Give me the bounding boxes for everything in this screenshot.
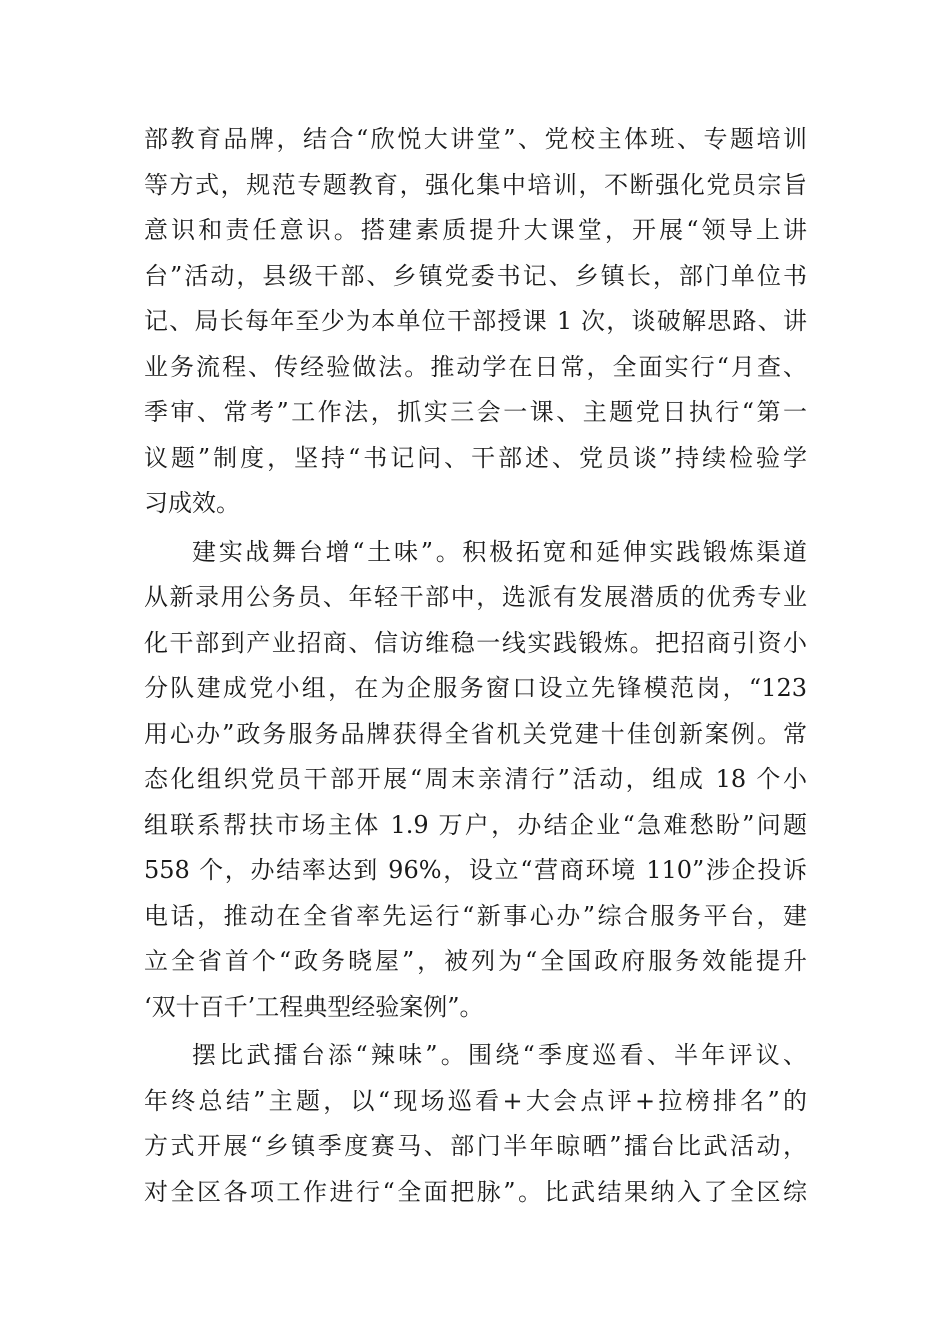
text-line: 记、局长每年至少为本单位干部授课 1 次，谈破解思路、讲: [144, 307, 807, 335]
text-line: 业务流程、传经验做法。推动学在日常，全面实行“月查、: [144, 352, 807, 381]
text-line: 立全省首个“政务晓屋”，被列为“全国政府服务效能提升: [144, 947, 807, 975]
text-line: 用心办”政务服务品牌获得全省机关党建十佳创新案例。常: [144, 719, 807, 748]
text-line: 对全区各项工作进行“全面把脉”。比武结果纳入了全区综: [144, 1177, 807, 1206]
document-body: [144, 117, 807, 1215]
text-line: 议题”制度，坚持“书记问、干部述、党员谈”持续检验学: [144, 443, 807, 472]
text-line: ‘双十百千’工程典型经验案例”。: [144, 992, 484, 1021]
text-line: 态化组织党员干部开展“周末亲清行”活动，组成 18 个小: [144, 765, 807, 793]
text-line: 意识和责任意识。搭建素质提升大课堂，开展“领导上讲: [144, 216, 807, 244]
text-line: 摆比武擂台添“辣味”。围绕“季度巡看、半年评议、: [192, 1041, 807, 1069]
text-line: 季审、常考”工作法，抓实三会一课、主题党日执行“第一: [144, 398, 807, 426]
text-line: 台”活动，县级干部、乡镇党委书记、乡镇长，部门单位书: [144, 261, 807, 290]
text-line: 建实战舞台增“土味”。积极拓宽和延伸实践锻炼渠道: [192, 537, 807, 566]
text-line: 部教育品牌，结合“欣悦大讲堂”、党校主体班、专题培训: [144, 125, 807, 153]
text-line: 等方式，规范专题教育，强化集中培训，不断强化党员宗旨: [144, 170, 807, 199]
paragraph: [144, 1033, 807, 1215]
text-line: 习成效。: [144, 489, 240, 517]
text-line: 方式开展“乡镇季度赛马、部门半年晾晒”擂台比武活动，: [144, 1132, 807, 1160]
paragraph: [144, 117, 807, 527]
text-line: 558 个，办结率达到 96%，设立“营商环境 110”涉企投诉: [144, 856, 807, 884]
text-line: 年终总结”主题，以“现场巡看+大会点评+拉榜排名”的: [144, 1086, 807, 1115]
text-line: 组联系帮扶市场主体 1.9 万户，办结企业“急难愁盼”问题: [144, 810, 807, 839]
paragraph: [144, 530, 807, 1031]
text-line: 化干部到产业招商、信访维稳一线实践锻炼。把招商引资小: [144, 628, 807, 657]
text-line: 从新录用公务员、年轻干部中，选派有发展潜质的优秀专业: [144, 583, 807, 611]
text-line: 分队建成党小组，在为企服务窗口设立先锋模范岗，“123: [144, 674, 807, 702]
text-line: 电话，推动在全省率先运行“新事心办”综合服务平台，建: [144, 901, 807, 930]
